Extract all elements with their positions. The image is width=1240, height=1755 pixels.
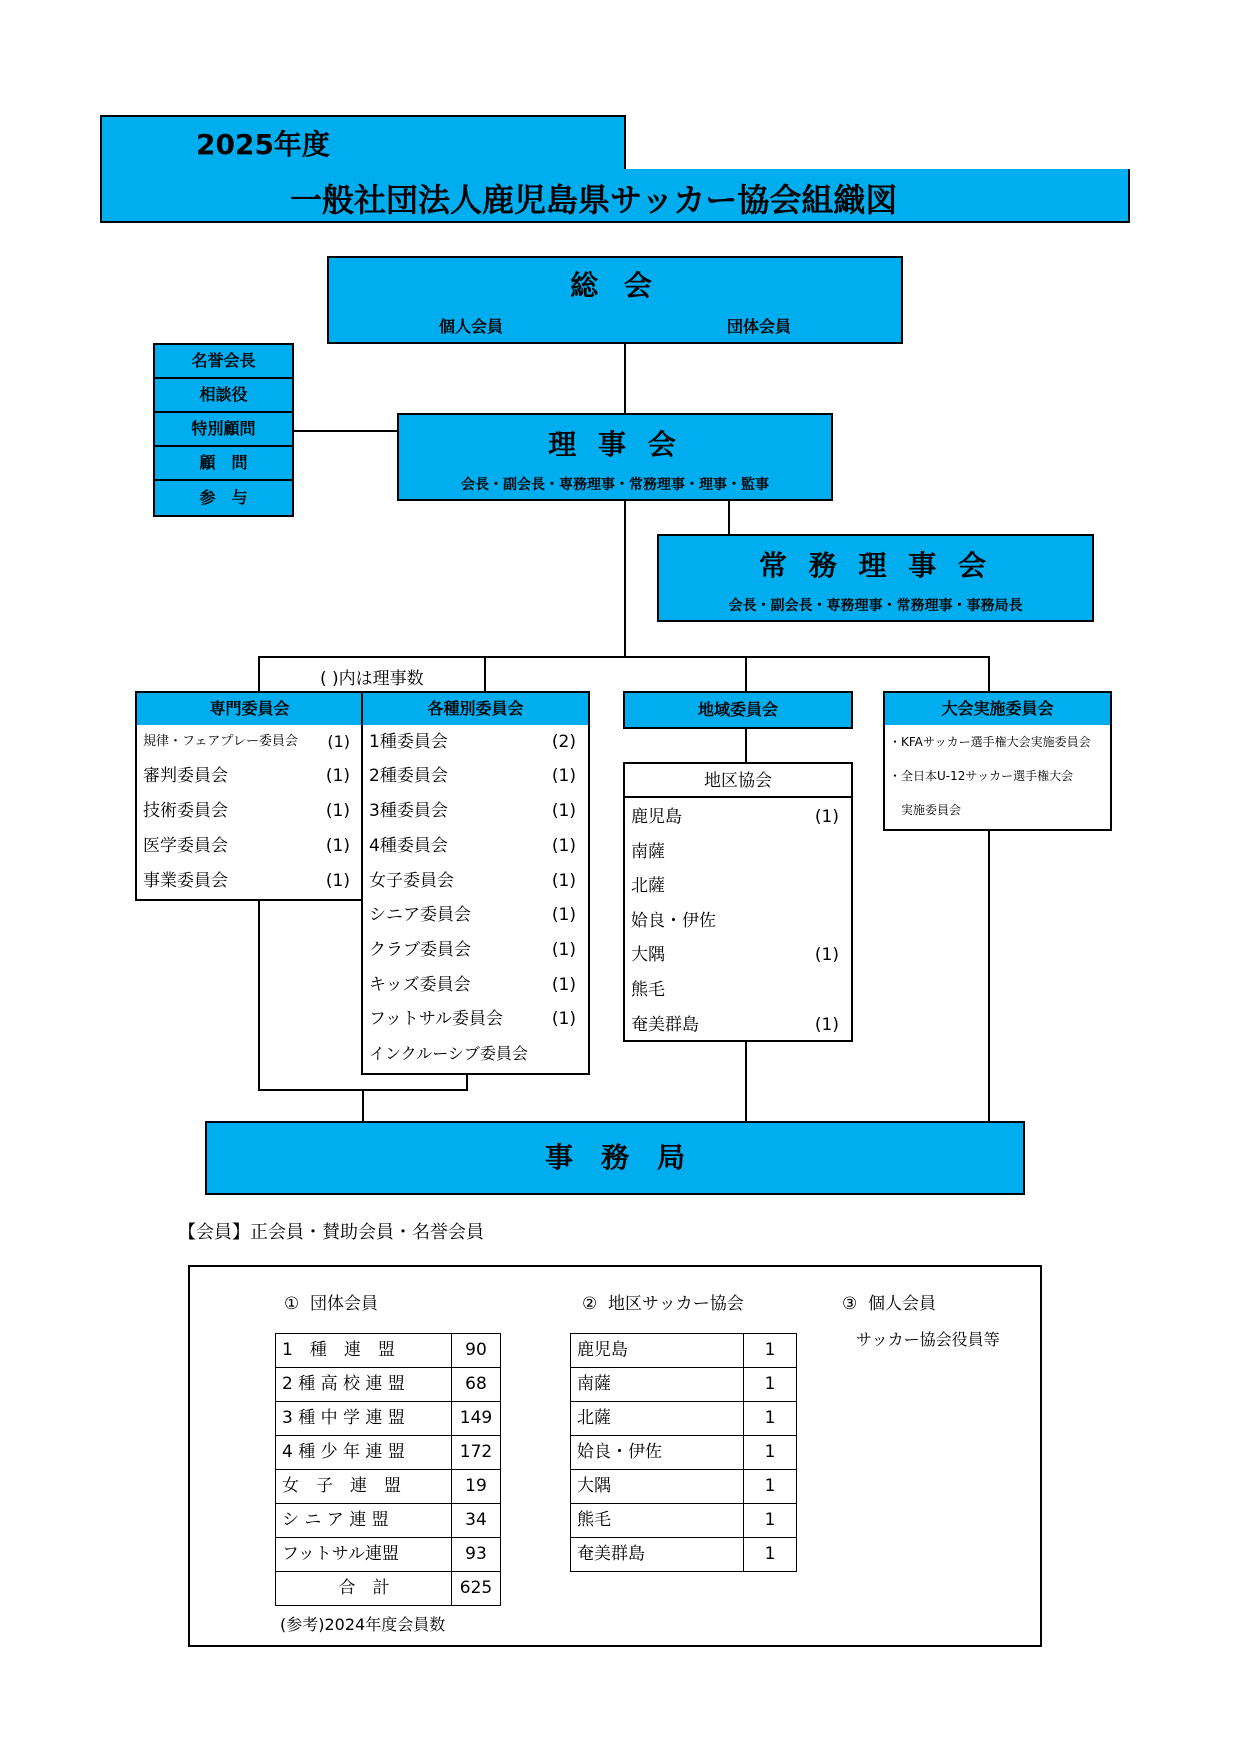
board-box xyxy=(397,413,833,501)
table-cell: 鹿児島 xyxy=(570,1333,745,1368)
advisor-honorary-president: 名誉会長 xyxy=(153,343,294,379)
table-cell: 1 xyxy=(743,1537,797,1572)
line-board-exec xyxy=(728,500,730,535)
secretariat-box: 事 務 局 xyxy=(205,1121,1025,1195)
table-cell: 1 xyxy=(743,1435,797,1470)
table-cell: 149 xyxy=(451,1401,501,1436)
list-item: 姶良・伊佐 xyxy=(631,911,716,931)
line-advisors-board xyxy=(294,430,398,432)
table-cell: 34 xyxy=(451,1503,501,1538)
line-committees-h xyxy=(258,656,990,658)
tournament-committee-list xyxy=(883,725,1112,831)
table-cell: 南薩 xyxy=(570,1367,745,1402)
table-cell: 大隅 xyxy=(570,1469,745,1504)
list-item: 4種委員会 (1) xyxy=(369,836,576,856)
regional-association-title: 地区協会 xyxy=(625,764,851,798)
individual-members-title: ③ 個人会員 xyxy=(842,1294,937,1314)
table-cell: フットサル連盟 xyxy=(275,1537,453,1572)
table-cell: 93 xyxy=(451,1537,501,1572)
assembly-member-group: 団体会員 xyxy=(727,317,792,336)
membership-frame xyxy=(188,1265,1042,1647)
line-tournament-secretariat xyxy=(988,830,990,1122)
list-item: 熊毛 xyxy=(631,980,665,1000)
table-cell: 1 xyxy=(743,1469,797,1504)
list-item: シニア委員会 (1) xyxy=(369,905,576,925)
line-specialist-down xyxy=(258,900,260,1090)
advisor-special: 特別顧問 xyxy=(153,411,294,447)
list-item: 大隅 (1) xyxy=(631,945,839,965)
reference-note: (参考)2024年度会員数 xyxy=(280,1615,446,1634)
table-cell: 1 種 連 盟 xyxy=(275,1333,453,1368)
header-title: 一般社団法人鹿児島県サッカー協会組織図 xyxy=(290,181,898,219)
list-item: 実施委員会 xyxy=(889,803,962,817)
list-item: 事業委員会 (1) xyxy=(143,871,350,891)
list-item: 南薩 xyxy=(631,842,665,862)
header-year: 2025年度 xyxy=(196,128,330,161)
table-cell: 1 xyxy=(743,1503,797,1538)
table-cell-total: 合 計 xyxy=(275,1571,453,1606)
table-cell: 3 種 中 学 連 盟 xyxy=(275,1401,453,1436)
list-item: 奄美群島 (1) xyxy=(631,1015,839,1035)
table-cell: 女 子 連 盟 xyxy=(275,1469,453,1504)
regional-association-box xyxy=(623,762,853,1042)
list-item: 技術委員会 (1) xyxy=(143,801,350,821)
list-item: 2種委員会 (1) xyxy=(369,766,576,786)
table-cell: 90 xyxy=(451,1333,501,1368)
table-cell: 1 xyxy=(743,1333,797,1368)
tournament-committee-title: 大会実施委員会 xyxy=(883,691,1112,727)
list-item: 医学委員会 (1) xyxy=(143,836,350,856)
group-members-table xyxy=(275,1333,502,1613)
assembly-member-individual: 個人会員 xyxy=(439,317,504,336)
table-cell: 姶良・伊佐 xyxy=(570,1435,745,1470)
executive-board-subtitle: 会長・副会長・専務理事・常務理事・事務局長 xyxy=(728,598,1023,614)
advisor-sanyo: 参 与 xyxy=(153,479,294,517)
table-cell: 19 xyxy=(451,1469,501,1504)
list-item: ・KFAサッカー選手権大会実施委員会 xyxy=(889,735,1091,749)
note-directors: ( )内は理事数 xyxy=(320,669,424,689)
specialist-committees-list xyxy=(135,725,364,901)
table-cell: 68 xyxy=(451,1367,501,1402)
list-item: ・全日本U-12サッカー選手権大会 xyxy=(889,769,1074,783)
advisors-stack xyxy=(153,343,294,519)
executive-board-box xyxy=(657,534,1094,622)
table-cell: 2 種 高 校 連 盟 xyxy=(275,1367,453,1402)
executive-board-title: 常 務 理 事 会 xyxy=(759,549,992,582)
table-cell: 1 xyxy=(743,1401,797,1436)
regional-members-title: ② 地区サッカー協会 xyxy=(582,1294,744,1314)
category-committees-title: 各種別委員会 xyxy=(361,691,590,727)
list-item: インクルーシブ委員会 xyxy=(369,1044,528,1063)
general-assembly-box xyxy=(327,256,903,344)
list-item: 3種委員会 (1) xyxy=(369,801,576,821)
table-cell: 奄美群島 xyxy=(570,1537,745,1572)
table-cell: 北薩 xyxy=(570,1401,745,1436)
advisor-adviser: 顧 問 xyxy=(153,445,294,481)
list-item: クラブ委員会 (1) xyxy=(369,940,576,960)
table-cell: 4 種 少 年 連 盟 xyxy=(275,1435,453,1470)
line-region-secretariat xyxy=(745,1040,747,1122)
regional-members-table xyxy=(570,1333,799,1581)
board-title: 理 事 会 xyxy=(548,428,682,461)
line-board-down xyxy=(624,500,626,656)
list-item: 鹿児島 (1) xyxy=(631,807,839,827)
table-cell: 1 xyxy=(743,1367,797,1402)
table-cell: シ ニ ア 連 盟 xyxy=(275,1503,453,1538)
list-item: 1種委員会 (2) xyxy=(369,732,576,752)
list-item: 北薩 xyxy=(631,876,665,896)
table-cell: 熊毛 xyxy=(570,1503,745,1538)
individual-members-desc: サッカー協会役員等 xyxy=(856,1330,1000,1349)
board-subtitle: 会長・副会長・専務理事・常務理事・理事・監事 xyxy=(461,477,769,493)
list-item: 規律・フェアプレー委員会 (1) xyxy=(143,732,350,751)
advisor-counselor: 相談役 xyxy=(153,377,294,413)
category-committees-list xyxy=(361,725,590,1075)
specialist-committees-title: 専門委員会 xyxy=(135,691,364,727)
list-item: キッズ委員会 (1) xyxy=(369,975,576,995)
table-cell: 625 xyxy=(451,1571,501,1606)
header-banner xyxy=(100,115,1130,223)
line-assembly-board xyxy=(624,344,626,414)
list-item: フットサル委員会 (1) xyxy=(369,1009,576,1029)
table-cell: 172 xyxy=(451,1435,501,1470)
regional-committee-title: 地域委員会 xyxy=(623,691,853,729)
line-region-assoc xyxy=(745,728,747,763)
list-item: 審判委員会 (1) xyxy=(143,766,350,786)
list-item: 女子委員会 (1) xyxy=(369,871,576,891)
group-members-title: ① 団体会員 xyxy=(284,1294,379,1314)
general-assembly-title: 総 会 xyxy=(570,269,660,302)
membership-heading: 【会員】正会員・賛助会員・名誉会員 xyxy=(178,1222,484,1243)
